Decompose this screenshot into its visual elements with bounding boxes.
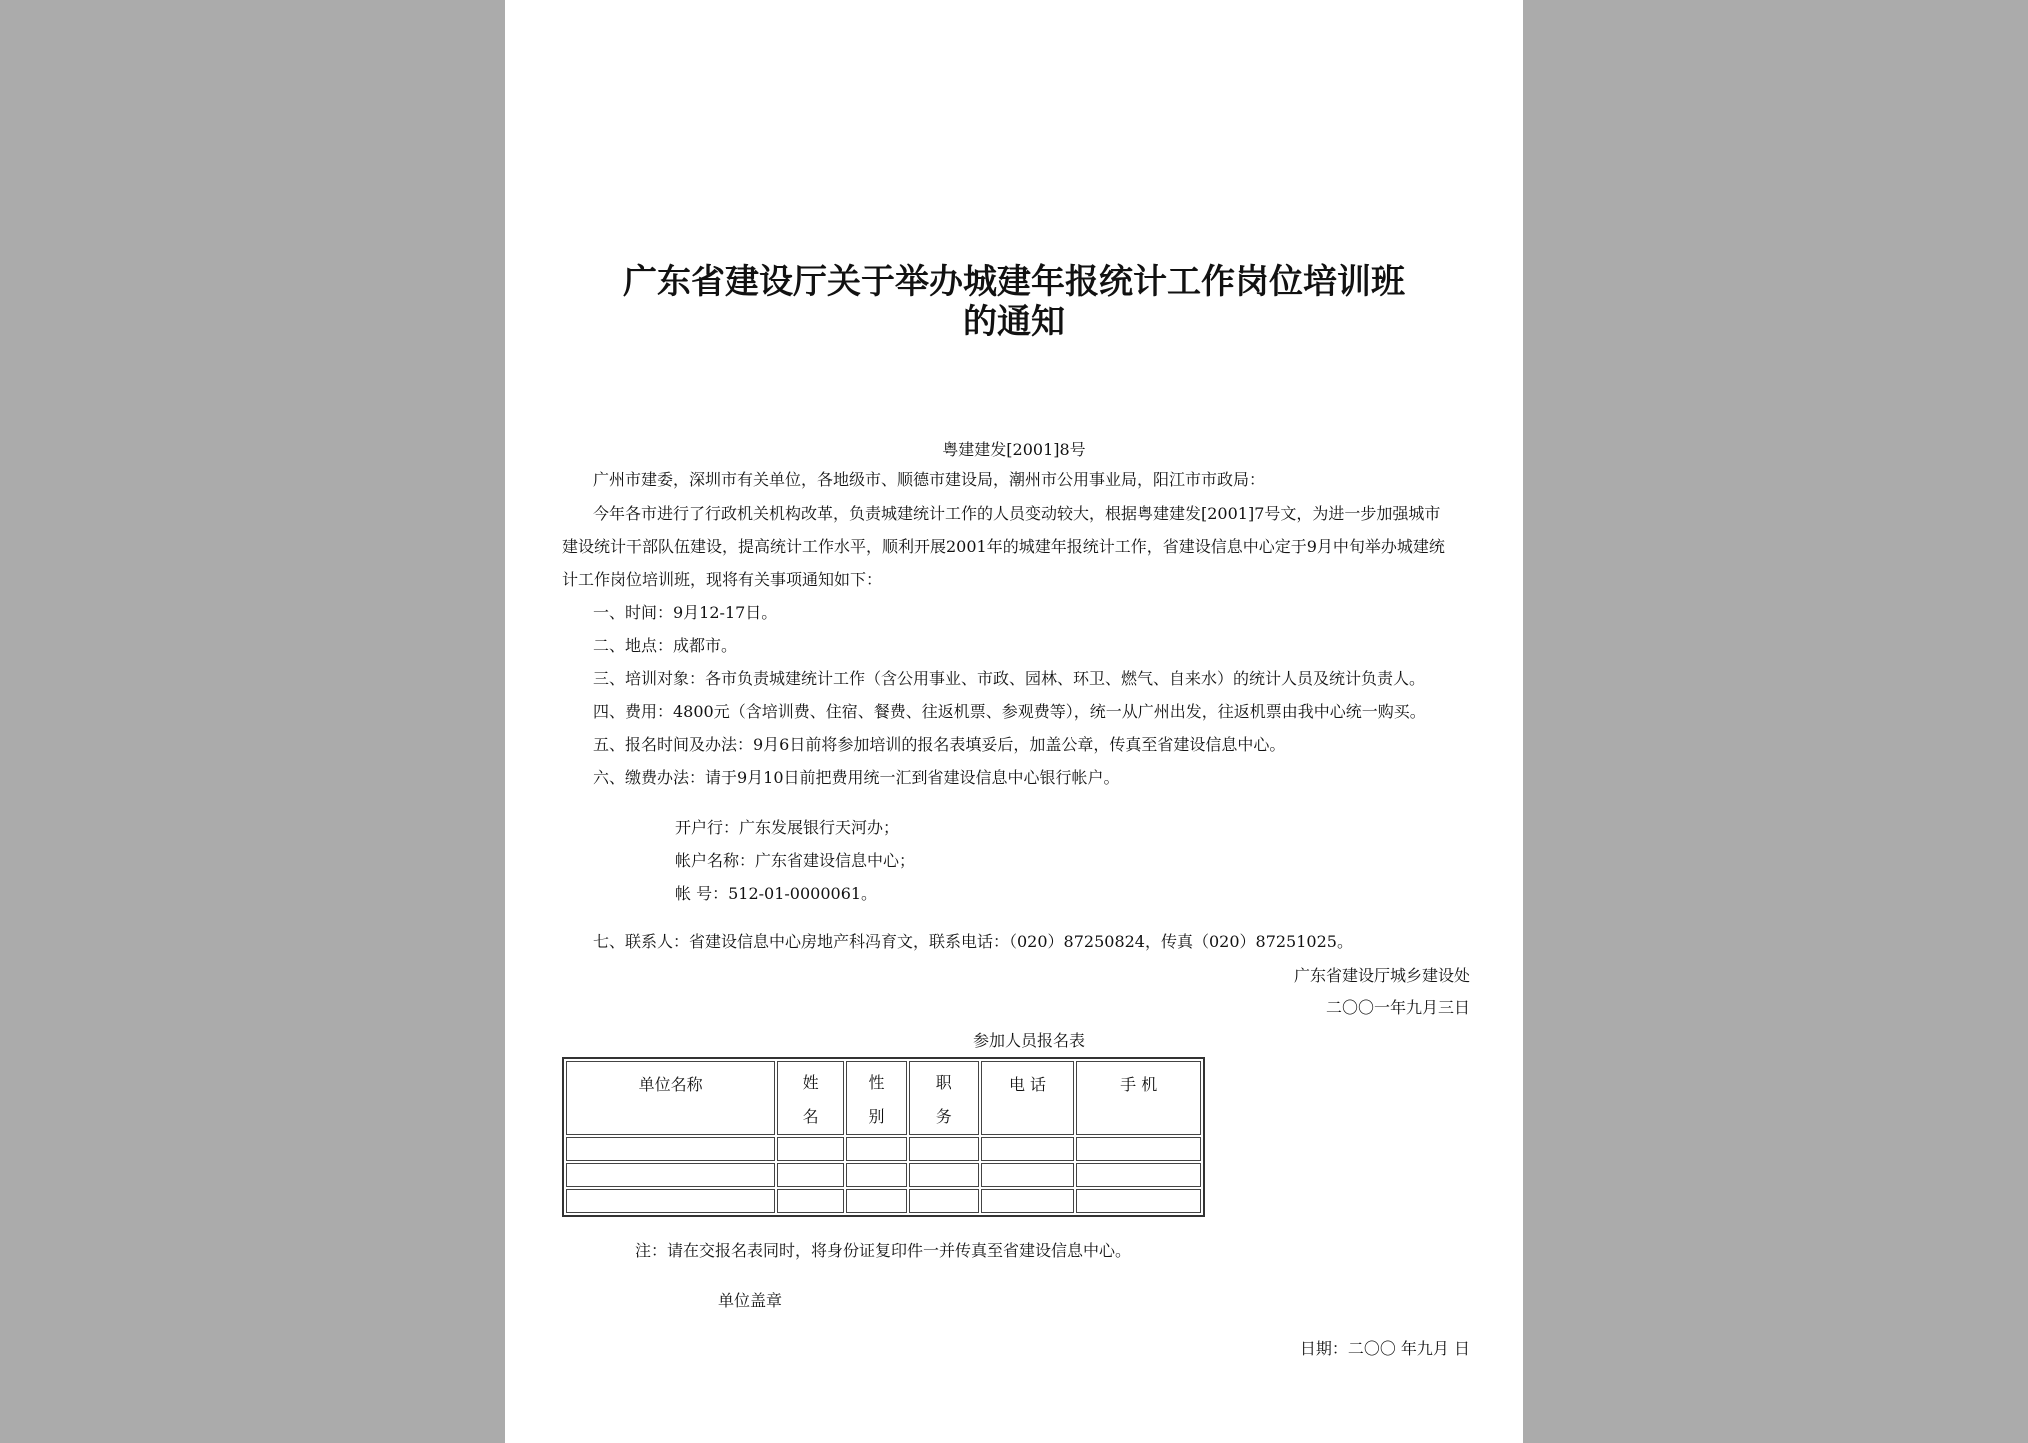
header-position: 职 务 xyxy=(909,1061,979,1135)
recipients: 广州市建委，深圳市有关单位，各地级市、顺德市建设局，潮州市公用事业局，阳江市市政局： xyxy=(593,470,1266,489)
document-page xyxy=(505,0,1523,1443)
notice-items xyxy=(593,596,1426,794)
table-cell xyxy=(846,1137,907,1161)
item-time: 一、时间：9月12-17日。 xyxy=(593,603,778,622)
table-cell xyxy=(909,1163,979,1187)
intro-line-2: 建设统计干部队伍建设，提高统计工作水平，顺利开展2001年的城建年报统计工作，省建设信息中心定于9月中旬举办城建统 xyxy=(562,537,1445,556)
item-registration: 五、报名时间及办法：9月6日前将参加培训的报名表填妥后，加盖公章，传真至省建设信息中心。 xyxy=(593,735,1286,754)
seal-label: 单位盖章 xyxy=(718,1291,783,1310)
table-cell xyxy=(566,1163,775,1187)
account-name: 帐户名称：广东省建设信息中心； xyxy=(675,851,916,870)
date-label: 日期：二〇〇 年九月 日 xyxy=(1299,1339,1470,1358)
document-title xyxy=(505,262,1523,342)
table-row xyxy=(566,1189,1201,1213)
header-mobile: 手 机 xyxy=(1076,1061,1201,1135)
item-trainees: 三、培训对象：各市负责城建统计工作（含公用事业、市政、园林、环卫、燃气、自来水）的统计人员及统计负责人。 xyxy=(593,669,1426,688)
intro-line-1: 今年各市进行了行政机关机构改革，负责城建统计工作的人员变动较大，根据粤建建发[2001]7号文，为进一步加强城市 xyxy=(593,504,1441,523)
form-title: 参加人员报名表 xyxy=(973,1031,1086,1050)
table-cell xyxy=(777,1189,844,1213)
bank-details xyxy=(675,811,915,910)
bank-name: 开户行：广东发展银行天河办； xyxy=(675,818,900,837)
table-cell xyxy=(981,1137,1075,1161)
issuer: 广东省建设厅城乡建设处 xyxy=(1293,966,1470,985)
header-name: 姓 名 xyxy=(777,1061,844,1135)
table-cell xyxy=(566,1189,775,1213)
title-line-1: 广东省建设厅关于举办城建年报统计工作岗位培训班 xyxy=(623,262,1405,302)
table-cell xyxy=(1076,1163,1201,1187)
item-location: 二、地点：成都市。 xyxy=(593,636,738,655)
table-header-row xyxy=(566,1061,1201,1135)
table-cell xyxy=(909,1189,979,1213)
contact-info: 七、联系人：省建设信息中心房地产科冯育文，联系电话：（020）87250824，传真（020）87251025。 xyxy=(593,932,1353,951)
title-line-2: 的通知 xyxy=(963,302,1065,342)
table-row xyxy=(566,1163,1201,1187)
table-cell xyxy=(1076,1137,1201,1161)
table-cell xyxy=(1076,1189,1201,1213)
table-cell xyxy=(566,1137,775,1161)
header-gender: 性 别 xyxy=(846,1061,907,1135)
header-unit-name: 单位名称 xyxy=(566,1061,775,1135)
table-cell xyxy=(777,1163,844,1187)
intro-paragraph xyxy=(562,497,1445,596)
registration-table xyxy=(562,1057,1205,1217)
account-number: 帐 号：512-01-0000061。 xyxy=(675,884,878,903)
table-cell xyxy=(846,1189,907,1213)
intro-line-3: 计工作岗位培训班，现将有关事项通知如下： xyxy=(562,570,883,589)
item-fee: 四、费用：4800元（含培训费、住宿、餐费、往返机票、参观费等），统一从广州出发，往返机票由我中心统一购买。 xyxy=(593,702,1426,721)
table-cell xyxy=(909,1137,979,1161)
table-cell xyxy=(846,1163,907,1187)
table-row xyxy=(566,1137,1201,1161)
table-cell xyxy=(777,1137,844,1161)
form-note: 注：请在交报名表同时，将身份证复印件一并传真至省建设信息中心。 xyxy=(635,1241,1132,1260)
table-cell xyxy=(981,1163,1075,1187)
header-phone: 电 话 xyxy=(981,1061,1075,1135)
document-number: 粤建建发[2001]8号 xyxy=(942,440,1086,459)
table-cell xyxy=(981,1189,1075,1213)
item-payment: 六、缴费办法：请于9月10日前把费用统一汇到省建设信息中心银行帐户。 xyxy=(593,768,1120,787)
issue-date: 二〇〇一年九月三日 xyxy=(1325,998,1470,1017)
